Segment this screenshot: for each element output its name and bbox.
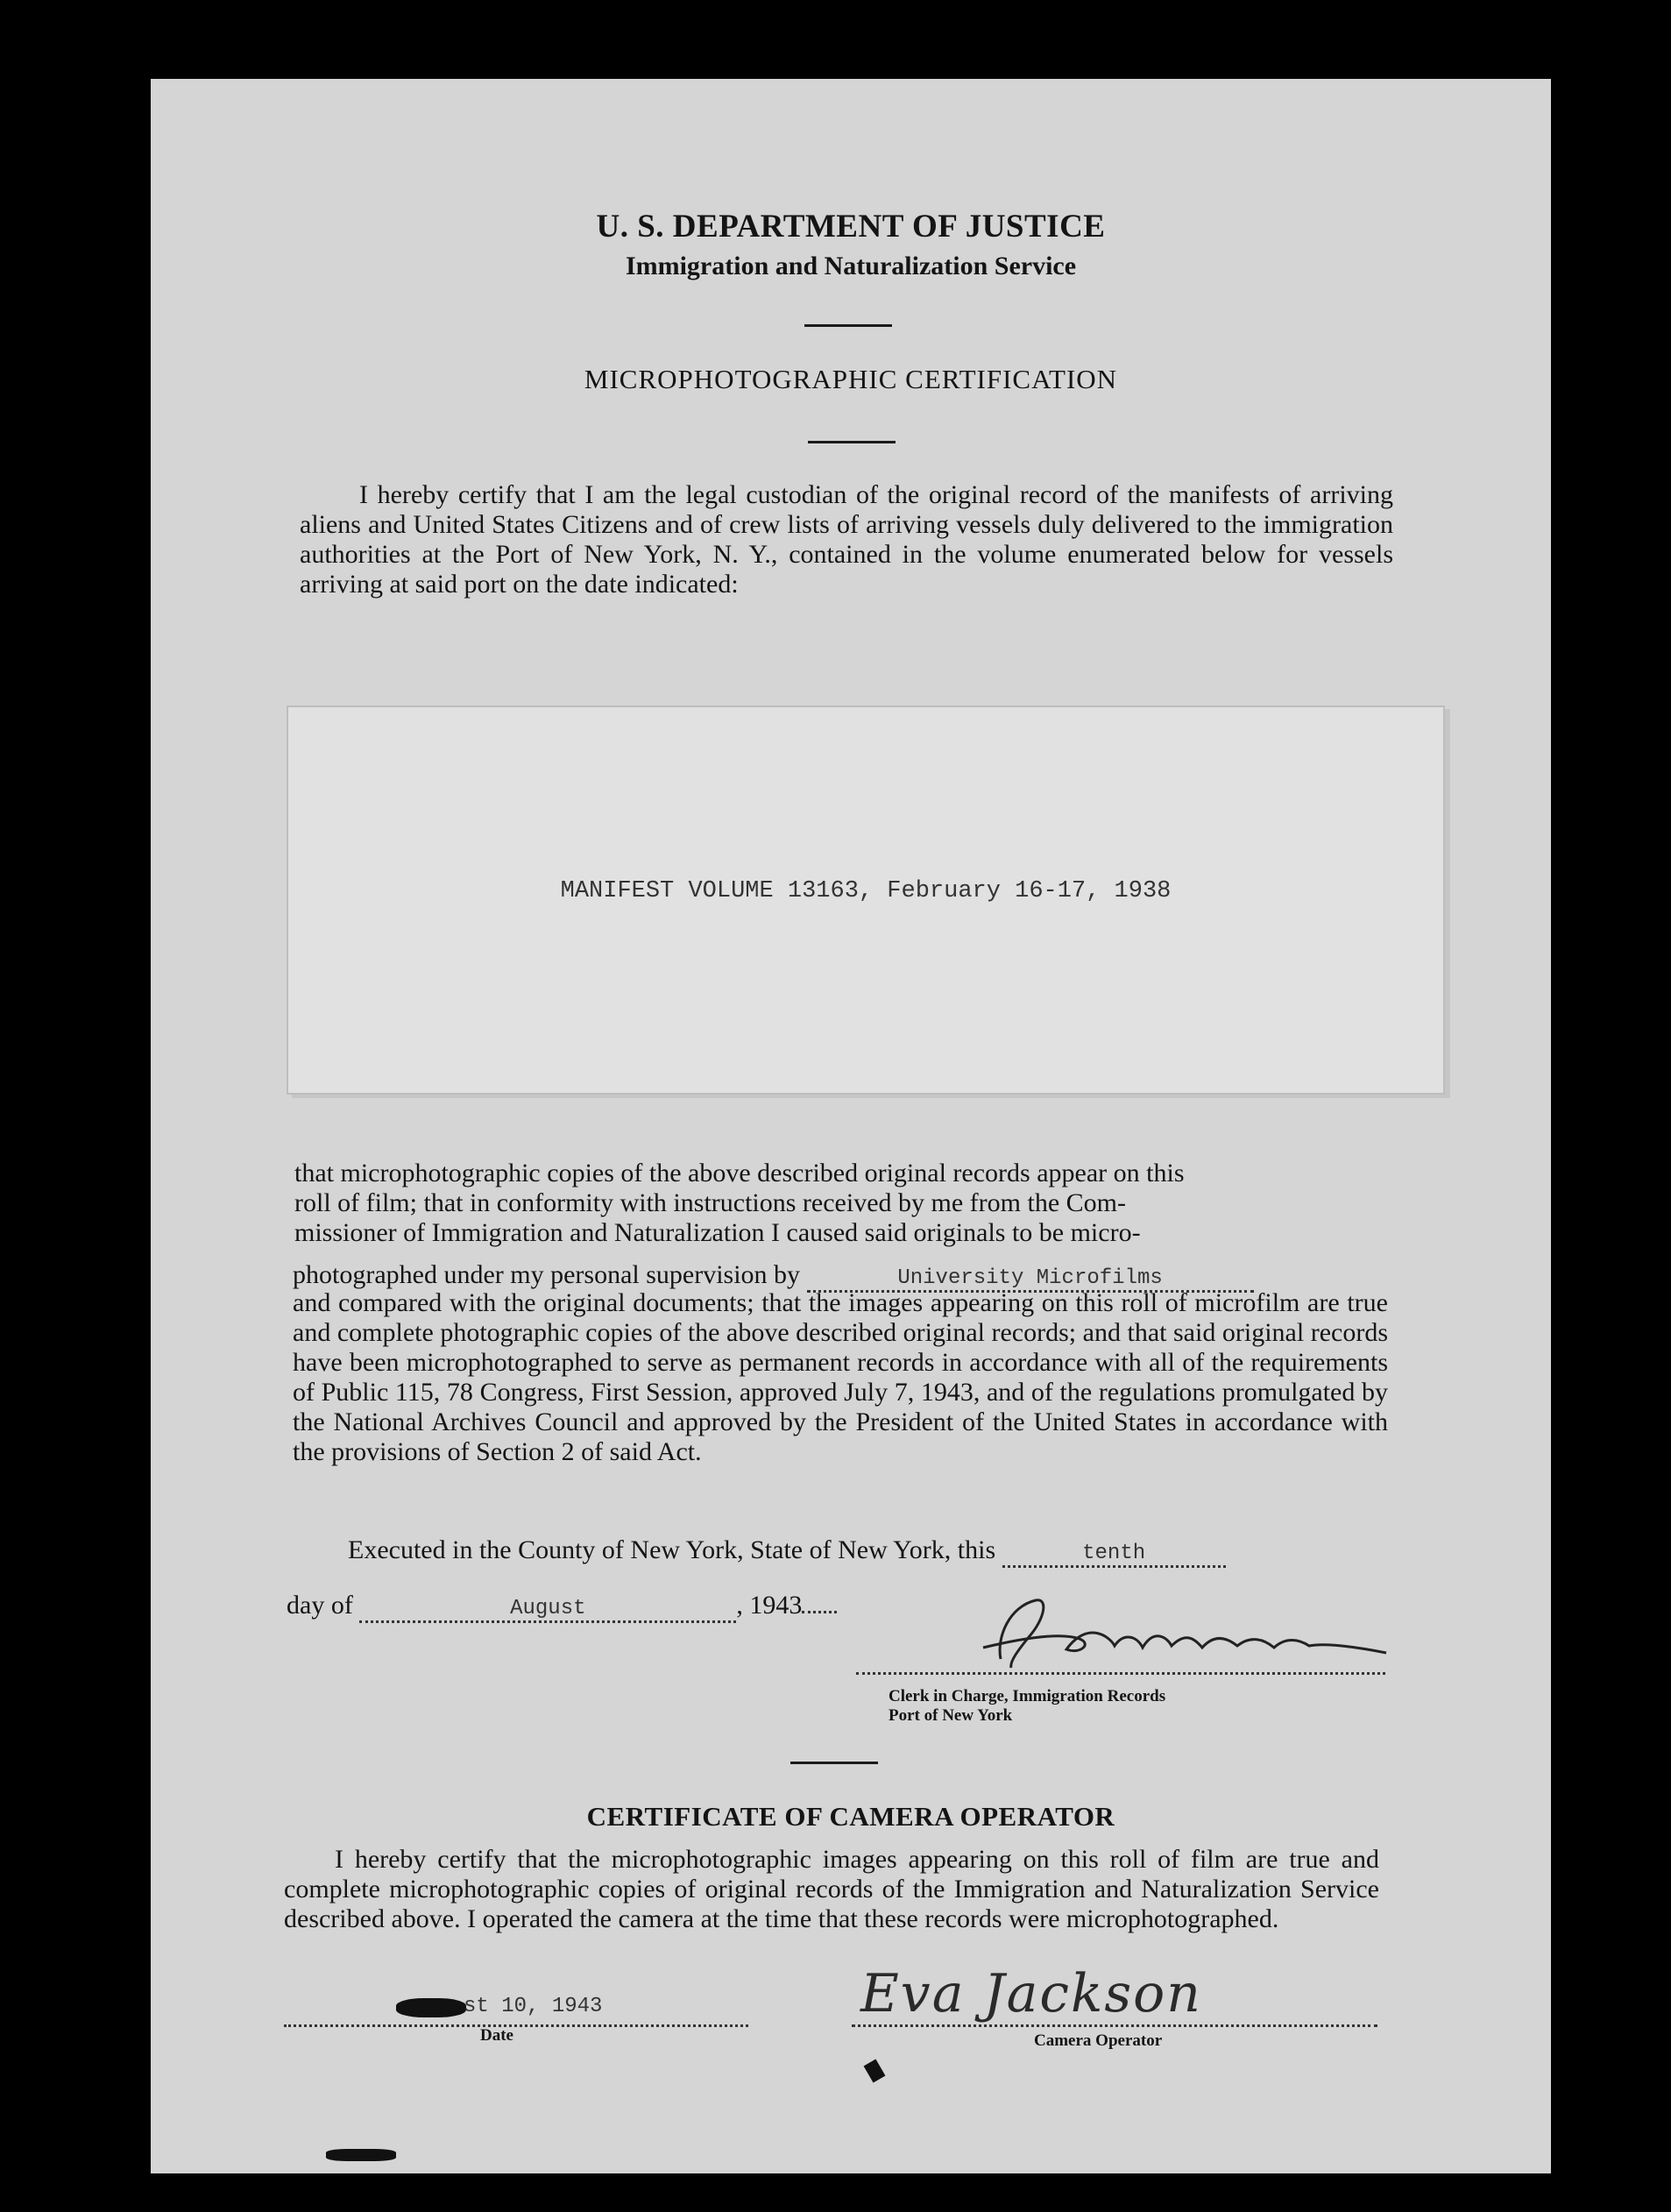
date-value: st 10, 1943 <box>464 1995 603 2018</box>
dotted-leader <box>802 1611 837 1613</box>
execution-line <box>348 1535 1226 1568</box>
execution-label: Executed in the County of New York, State of New York, this <box>348 1535 996 1564</box>
ink-blot <box>396 1998 466 2017</box>
month-field <box>359 1591 736 1623</box>
camera-certificate-heading: CERTIFICATE OF CAMERA OPERATOR <box>586 1801 1115 1832</box>
service-subheading: Immigration and Naturalization Service <box>625 252 1077 280</box>
clerk-port-line: Port of New York <box>889 1706 1013 1725</box>
manifest-volume-label: MANIFEST VOLUME 13163, February 16-17, 1938 <box>560 878 1172 904</box>
execution-day-value: tenth <box>1082 1542 1146 1565</box>
certification-title: MICROPHOTOGRAPHIC CERTIFICATION <box>584 364 1118 394</box>
camera-certificate-paragraph: I hereby certify that the microphotographic images appearing on this roll of film are true and complete microphotographic copies of original records of the Immigration and Naturalization Service described above. I operated the camera at the time that these records were microphotographed. <box>284 1845 1379 1933</box>
body-line: missioner of Immigration and Naturalization I caused said originals to be micro- <box>294 1218 1141 1247</box>
manifest-insert-slip <box>287 705 1445 1095</box>
ink-mark <box>864 2059 886 2082</box>
divider <box>790 1762 878 1764</box>
clerk-title-line: Clerk in Charge, Immigration Records <box>889 1687 1166 1705</box>
supervision-label: photographed under my personal supervision by <box>293 1260 801 1289</box>
divider <box>804 324 892 327</box>
execution-day-field <box>1002 1535 1226 1568</box>
camera-operator-label: Camera Operator <box>1034 2031 1163 2050</box>
body-line: that microphotographic copies of the above described original records appear on this <box>294 1159 1185 1188</box>
execution-date-line <box>287 1591 837 1623</box>
department-heading: U. S. DEPARTMENT OF JUSTICE <box>596 209 1106 245</box>
divider <box>808 441 896 443</box>
clerk-signature-line <box>856 1672 1385 1675</box>
intro-paragraph: I hereby certify that I am the legal custodian of the original record of the manifests of arriving aliens and United States Citizens and of crew lists of arriving vessels duly delivered to the immigration authorities at the Port of New York, N. Y., contained in the volume enumerated below for vessels arriving at said port on the date indicated: <box>300 480 1393 599</box>
clerk-title <box>889 1687 1165 1726</box>
year-value: , 1943 <box>736 1591 803 1620</box>
clerk-signature <box>948 1585 1404 1681</box>
ink-mark <box>326 2149 396 2161</box>
body-paragraph: and compared with the original documents; that the images appearing on this roll of microfilm are true and complete photographic copies of the above described original records; and that said original records have been microphotographed to serve as permanent records in accordance with all of the requirements of Public 115, 78 Congress, First Session, approved July 7, 1943, and of the regulations promulgated by the National Archives Council and approved by the President of the United States in accordance with the provisions of Section 2 of said Act. <box>293 1288 1388 1466</box>
camera-operator-signature: Eva Jackson <box>860 1963 1202 2024</box>
body-line: roll of film; that in conformity with instructions received by me from the Com- <box>294 1188 1126 1217</box>
date-label: Date <box>480 2026 513 2045</box>
supervisor-value: University Microfilms <box>897 1266 1163 1290</box>
date-field <box>284 1989 748 2027</box>
certificate-page <box>151 79 1551 2173</box>
month-value: August <box>510 1597 586 1620</box>
day-of-label: day of <box>287 1591 353 1620</box>
